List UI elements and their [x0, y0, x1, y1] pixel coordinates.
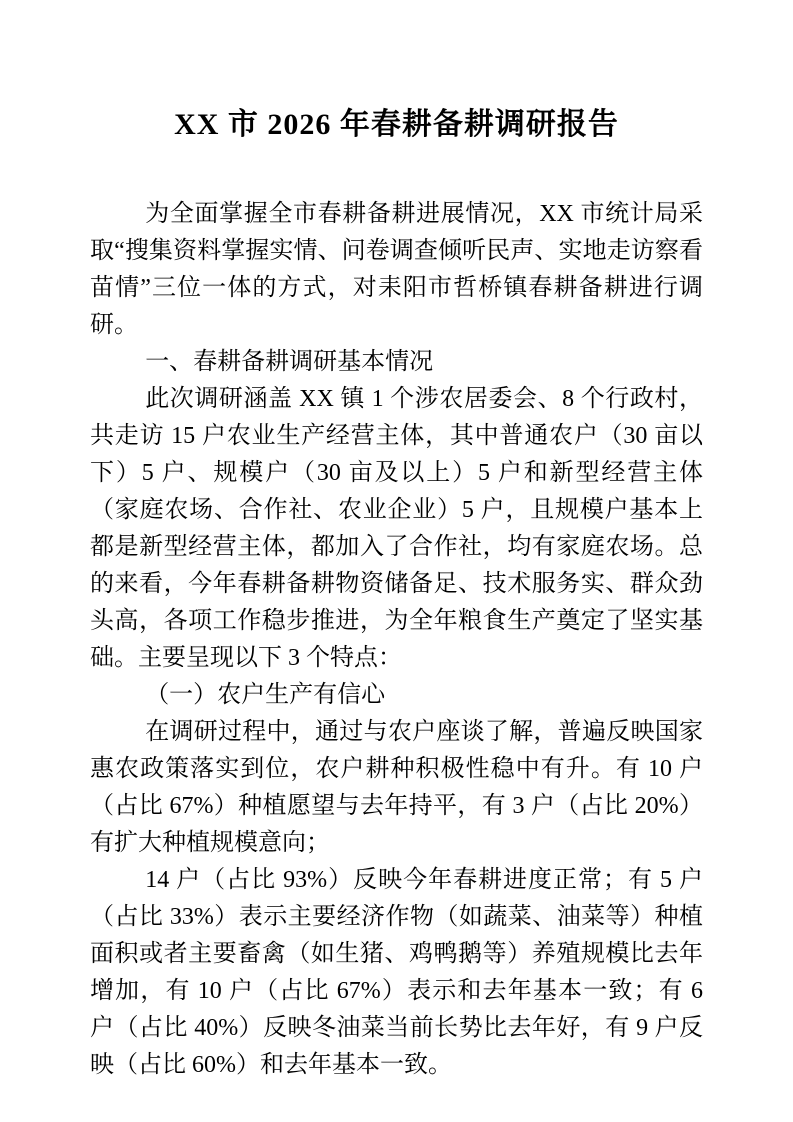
- body-paragraph: 14 户（占比 93%）反映今年春耕进度正常；有 5 户（占比 33%）表示主要经济作物（如蔬菜、油菜等）种植面积或者主要畜禽（如生猪、鸡鸭鹅等）养殖规模比去年增加，有 10 户（占比 67%）表示和去年基本一致；有 6 户（占比 40%）反映冬油菜当前长势比去年好，有 9 户反映（占比 60%）和去年基本一致。: [90, 867, 703, 1078]
- section-heading: （一）农户生产有信心: [145, 682, 386, 708]
- document-body: [90, 196, 703, 1084]
- body-paragraph: 为全面掌握全市春耕备耕进展情况，XX 市统计局采取“搜集资料掌握实情、问卷调查倾听民声、实地走访察看苗情”三位一体的方式，对耒阳市哲桥镇春耕备耕进行调研。: [90, 201, 703, 338]
- document-title: XX 市 2026 年春耕备耕调研报告: [174, 108, 619, 141]
- body-paragraph: 此次调研涵盖 XX 镇 1 个涉农居委会、8 个行政村，共走访 15 户农业生产经营主体，其中普通农户（30 亩以下）5 户、规模户（30 亩及以上）5 户和新型经营主体（家庭农场、合作社、农业企业）5 户，且规模户基本上都是新型经营主体，都加入了合作社，均有家庭农场。总的来看，今年春耕备耕物资储备足、技术服务实、群众劲头高，各项工作稳步推进，为全年粮食生产奠定了坚实基础。主要呈现以下 3 个特点：: [90, 386, 703, 671]
- section-heading: 一、春耕备耕调研基本情况: [145, 349, 434, 375]
- body-paragraph: 在调研过程中，通过与农户座谈了解，普遍反映国家惠农政策落实到位，农户耕种积极性稳中有升。有 10 户（占比 67%）种植愿望与去年持平，有 3 户（占比 20%）有扩大种植规模意向；: [90, 719, 703, 856]
